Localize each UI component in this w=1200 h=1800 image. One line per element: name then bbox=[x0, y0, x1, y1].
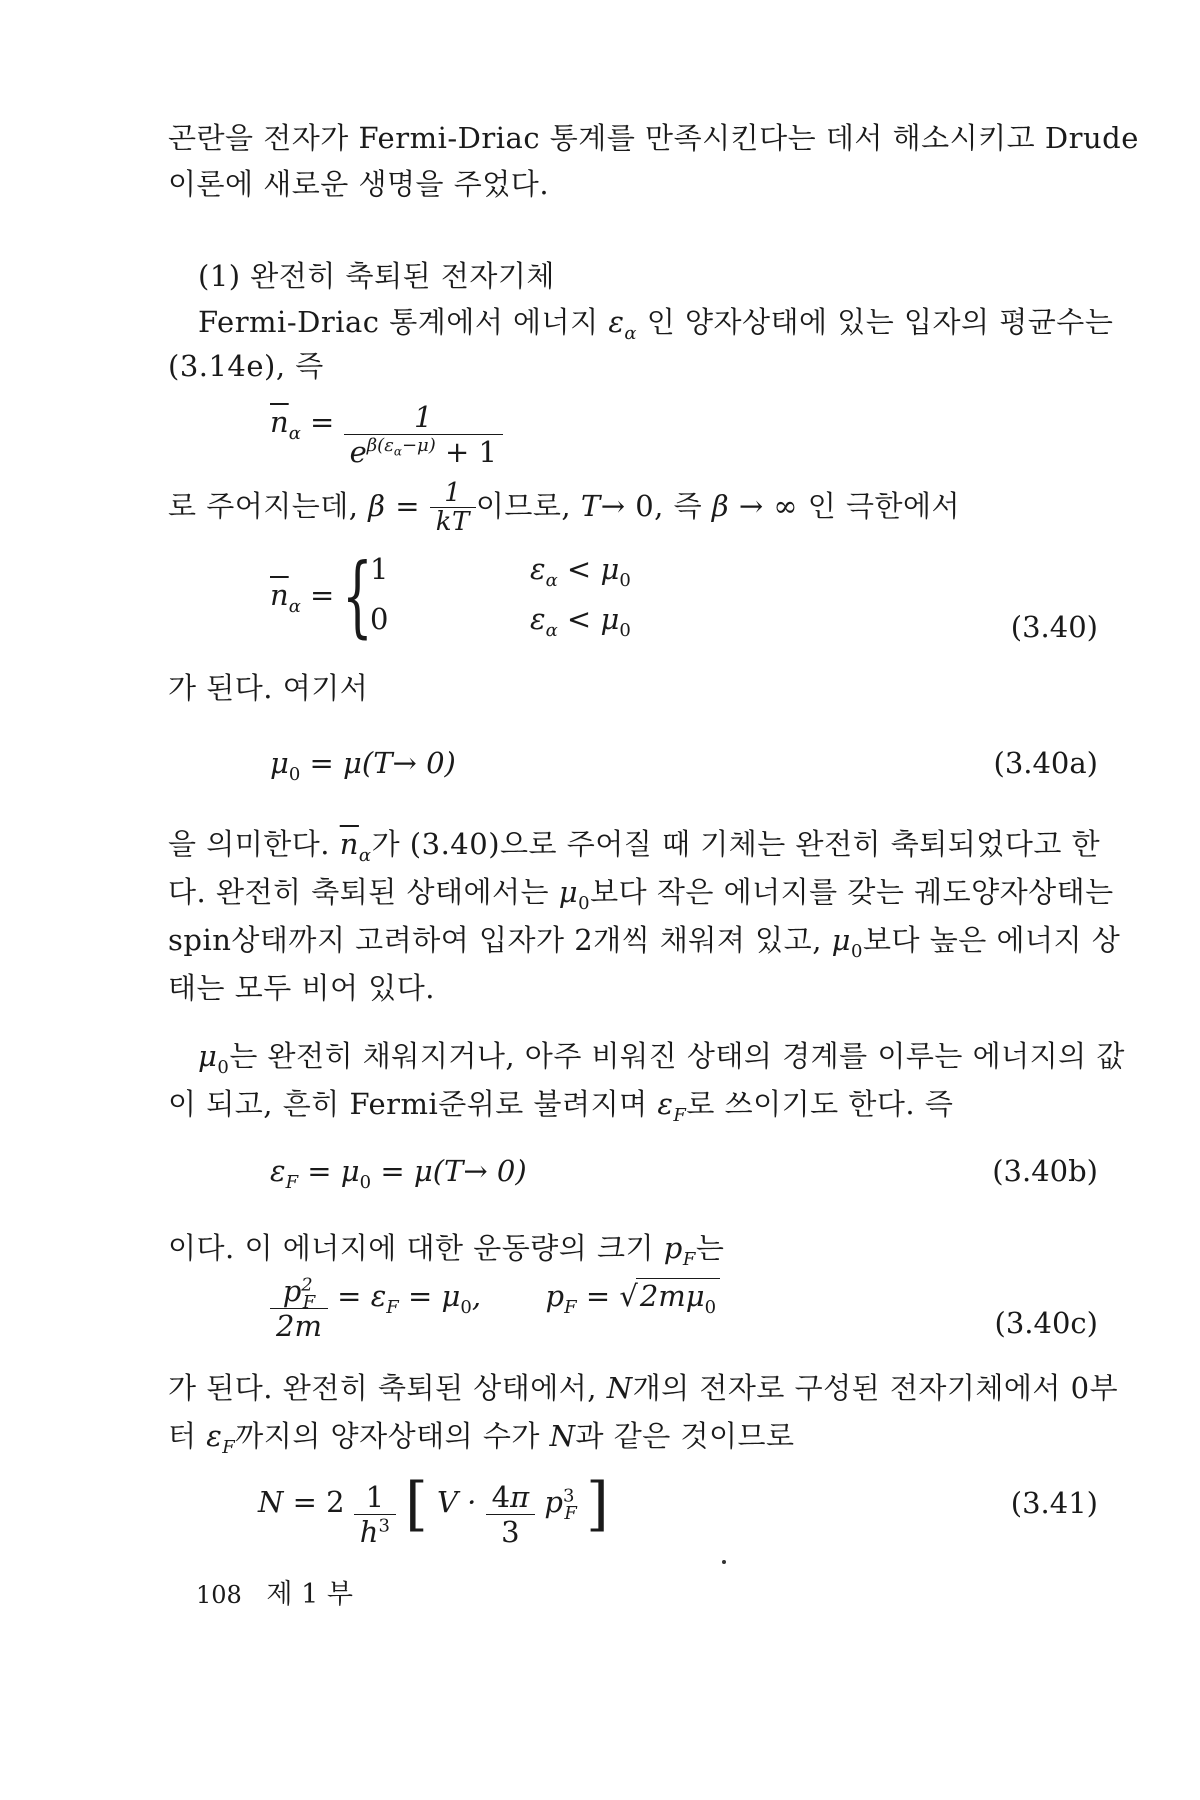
equation-3-40a: $\mu_0 = \mu(T\to 0)$ (3.40a) bbox=[270, 746, 1098, 785]
paragraph-8-line-2: 터 $\varepsilon_F$까지의 양자상태의 수가 N과 같은 것이므로 bbox=[168, 1419, 795, 1458]
paragraph-2-line-2: (3.14e), 즉 bbox=[168, 349, 324, 383]
equation-number-3-40b: (3.40b) bbox=[992, 1154, 1098, 1188]
paragraph-2-line-1: Fermi-Driac 통계에서 에너지 $\varepsilon_\alpha$ 인 양자상태에 있는 입자의 평균수는 bbox=[198, 305, 1114, 344]
paragraph-6-line-1: $\mu_0$는 완전히 채워지거나, 아주 비워진 상태의 경계를 이루는 에너지의 값 bbox=[198, 1039, 1125, 1078]
paragraph-1-line-2: 이론에 새로운 생명을 주었다. bbox=[168, 167, 550, 201]
page-number: 108 bbox=[196, 1581, 242, 1609]
epsilon-alpha: $\varepsilon_\alpha$ bbox=[608, 305, 638, 344]
section-heading: (1) 완전히 축퇴된 전자기체 bbox=[198, 259, 555, 293]
equation-3-40b: $\varepsilon_F = \mu_0 = \mu(T\to 0)$ (3.40b) bbox=[270, 1154, 1098, 1193]
equation-3-40c: $\frac{p^2_F}{2m}$ = $\varepsilon_F = \mu_0$, $p_F = √2m\mu_0$ (3.40c) bbox=[0, 1272, 1200, 1352]
equation-number-3-41: (3.41) bbox=[1010, 1486, 1098, 1520]
paragraph-5-line-2: 다. 완전히 축퇴된 상태에서는 $\mu_0$보다 작은 에너지를 갖는 궤도양자상태는 bbox=[168, 875, 1114, 914]
equation-number-3-40a: (3.40a) bbox=[993, 746, 1098, 780]
page-footer bbox=[196, 1572, 353, 1611]
paragraph-1-line-1: 곤란을 전자가 Fermi-Driac 통계를 만족시킨다는 데서 해소시키고 Drude bbox=[168, 121, 1139, 155]
paragraph-3: 로 주어지는데, β = $\frac{1}{kT}$ 이므로, T→ 0, 즉 β → ∞ 인 극한에서 bbox=[168, 478, 961, 537]
paragraph-5-line-1: 을 의미한다. $\overline{n}_\alpha$가 (3.40)으로 주어질 때 기체는 완전히 축퇴되었다고 한 bbox=[168, 827, 1101, 866]
paragraph-4: 가 된다. 여기서 bbox=[168, 671, 369, 705]
paragraph-7: 이다. 이 에너지에 대한 운동량의 크기 $p_F$는 bbox=[168, 1231, 725, 1270]
equation-number-3-40c: (3.40c) bbox=[994, 1306, 1098, 1340]
equation-3-40: $\overline{n}_\alpha$ = { 1 0 $\varepsilon_\alpha < \mu_0$ $\varepsilon_\alpha < \mu_0$ (3.40) bbox=[270, 544, 1098, 647]
print-speck bbox=[722, 1560, 726, 1564]
paragraph-8-line-1: 가 된다. 완전히 축퇴된 상태에서, N개의 전자로 구성된 전자기체에서 0부 bbox=[168, 1371, 1119, 1405]
paragraph-5-line-4: 태는 모두 비어 있다. bbox=[168, 971, 435, 1005]
paragraph-6-line-2: 이 되고, 흔히 Fermi준위로 불려지며 $\varepsilon_F$로 쓰이기도 한다. 즉 bbox=[168, 1087, 954, 1126]
equation-mean-occupation: $\overline{n}_\alpha$ = $\frac{1}{e^{\beta(\varepsilon_\alpha-\mu)} + 1}$ bbox=[0, 390, 1200, 470]
part-label: 제 1 부 bbox=[266, 1579, 353, 1610]
equation-number-3-40: (3.40) bbox=[1010, 610, 1098, 644]
paragraph-5-line-3: spin상태까지 고려하여 입자가 2개씩 채워져 있고, $\mu_0$보다 높은 에너지 상 bbox=[168, 923, 1121, 962]
equation-3-41: N = 2 $\frac{1}{h^3}$ [ V · $\frac{4\pi}{3}$ $p^3_F$ ] (3.41) bbox=[258, 1470, 1098, 1549]
